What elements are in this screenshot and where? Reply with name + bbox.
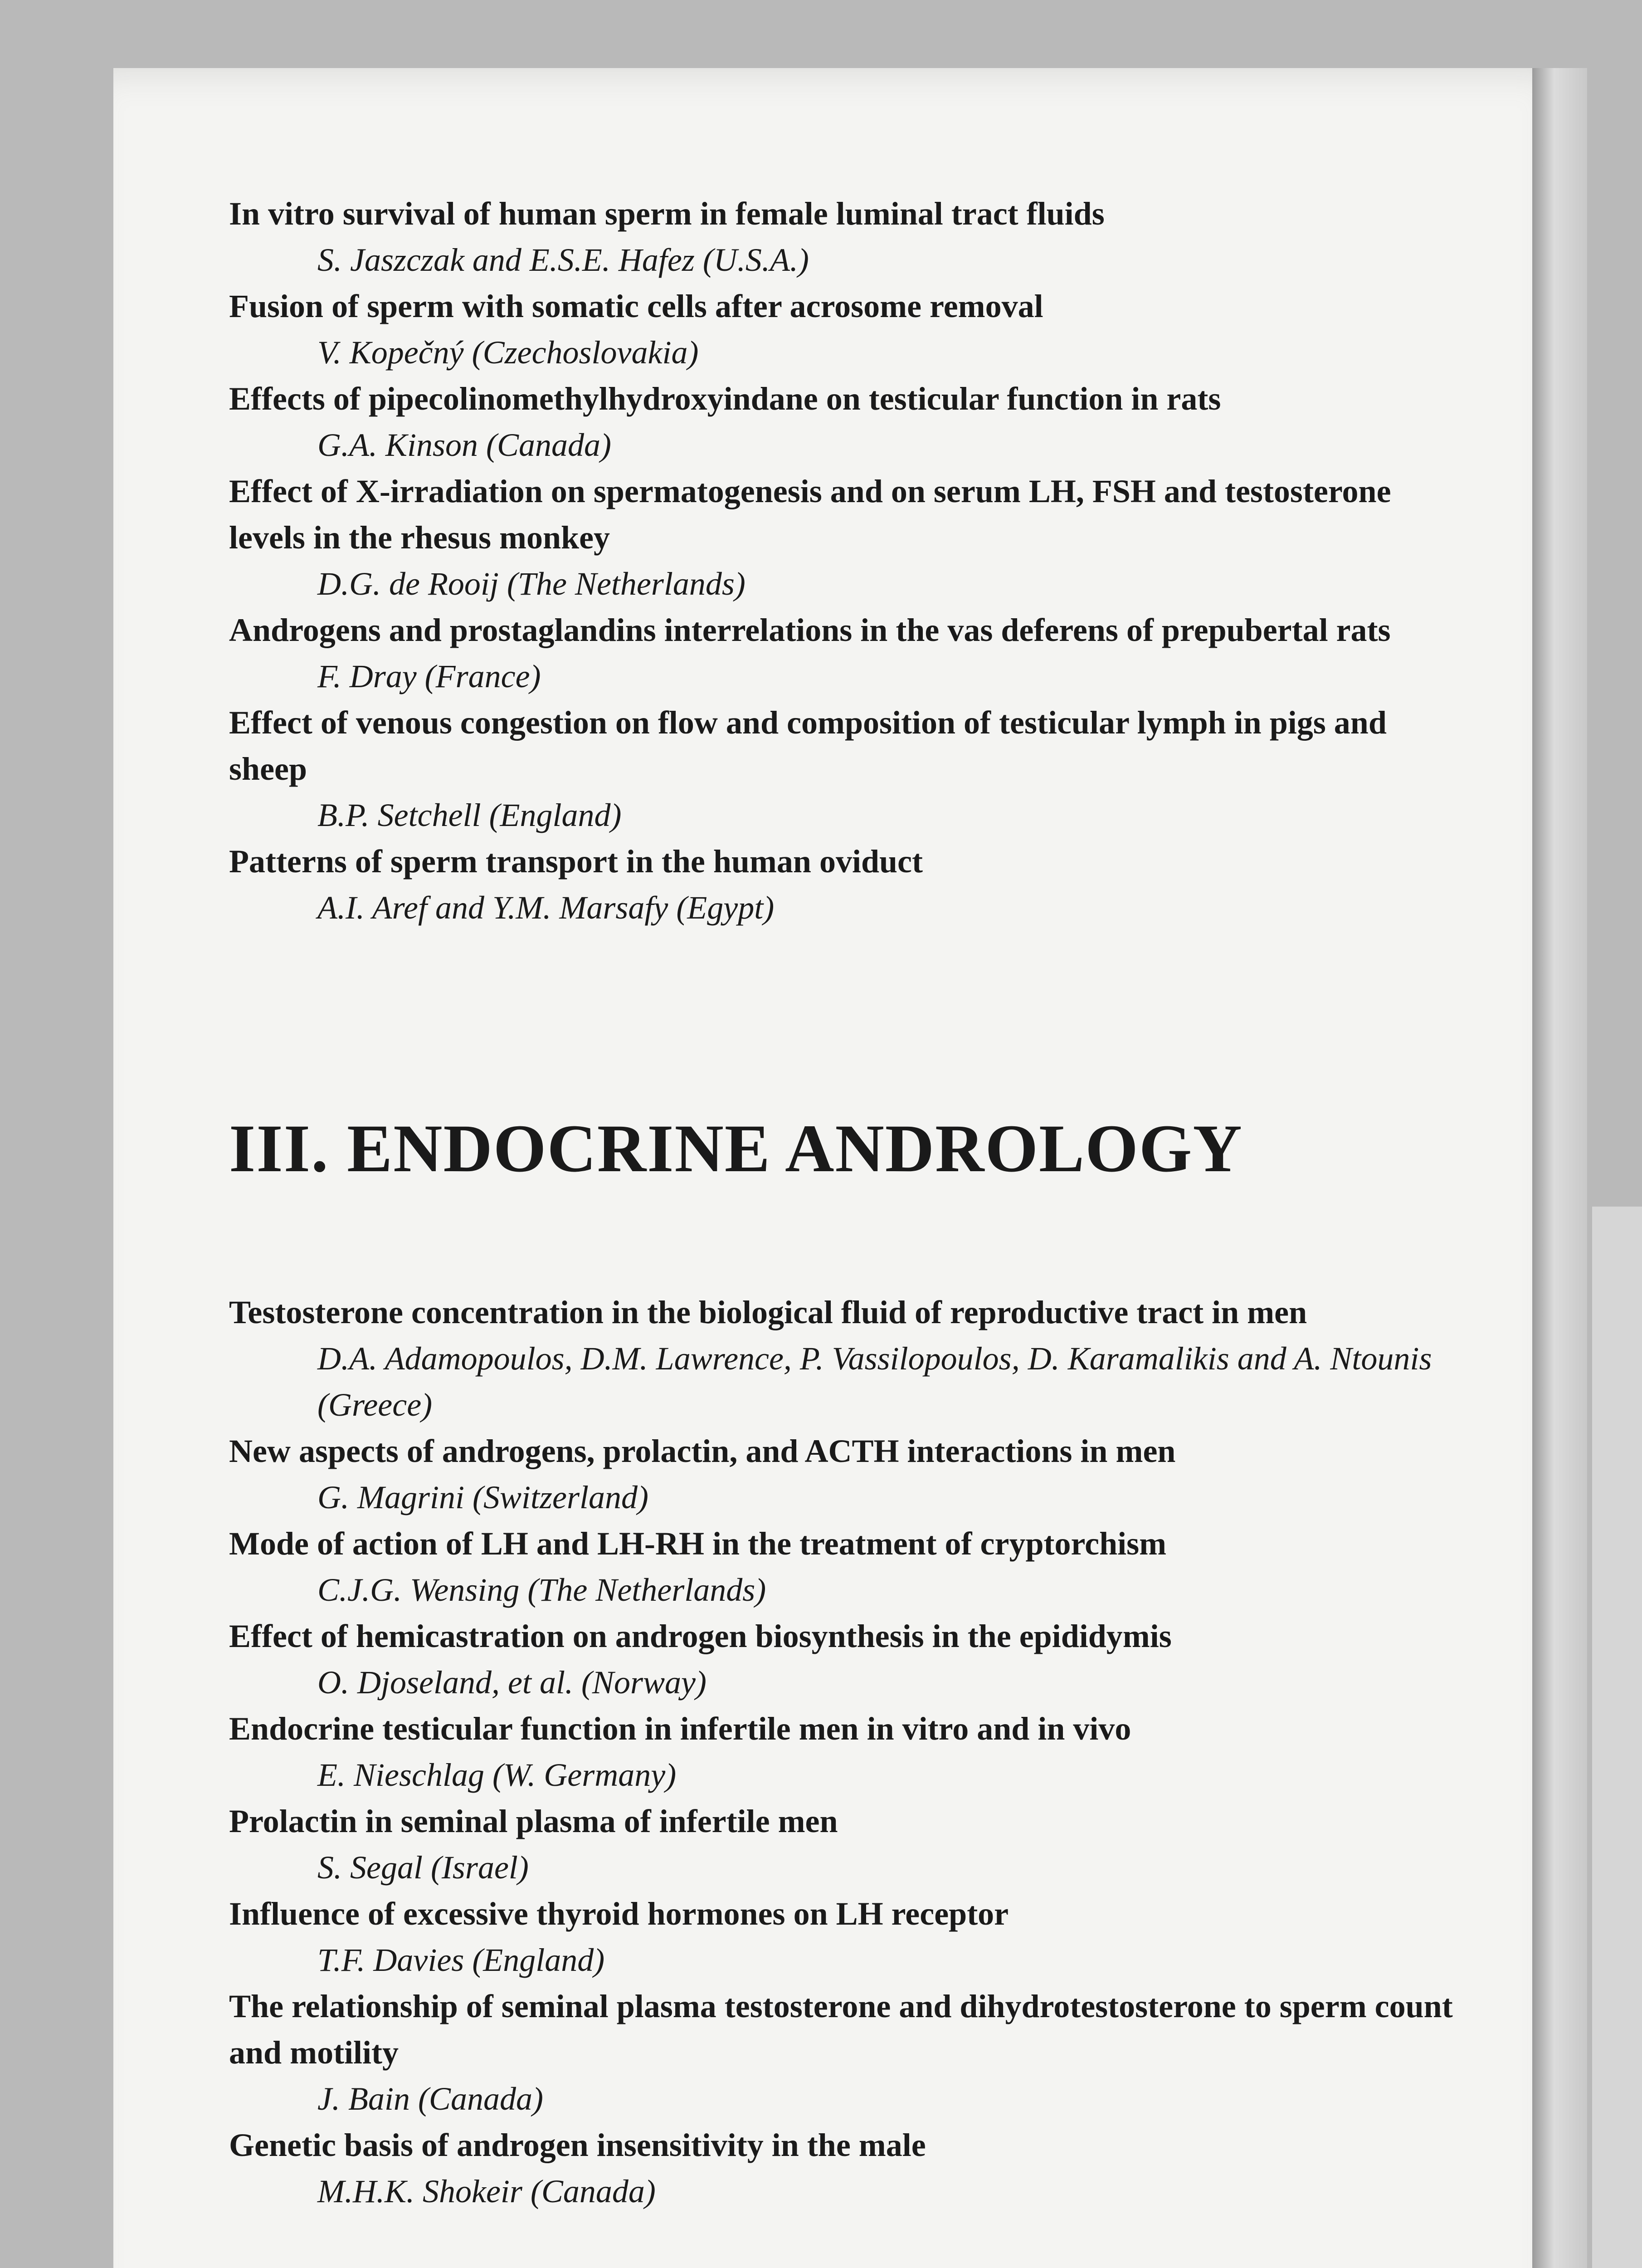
paper-title: Effect of X-irradiation on spermatogenesis and on serum LH, FSH and testosterone levels in the rhesus monkey bbox=[229, 473, 1391, 556]
list-item bbox=[229, 376, 1453, 468]
paper-authors: G. Magrini (Switzerland) bbox=[317, 1479, 648, 1515]
paper-title: Testosterone concentration in the biological fluid of reproductive tract in men bbox=[229, 1294, 1307, 1330]
paper-title: In vitro survival of human sperm in female luminal tract fluids bbox=[229, 196, 1105, 232]
background-paper-edge bbox=[1592, 1207, 1642, 2268]
paper-authors: G.A. Kinson (Canada) bbox=[317, 427, 611, 463]
paper-authors: A.I. Aref and Y.M. Marsafy (Egypt) bbox=[317, 890, 775, 926]
list-item bbox=[229, 699, 1453, 838]
paper-authors: V. Kopečný (Czechoslovakia) bbox=[317, 334, 699, 371]
list-item bbox=[229, 1706, 1453, 1798]
list-item bbox=[229, 468, 1453, 607]
list-item bbox=[229, 283, 1453, 376]
paper-authors: O. Djoseland, et al. (Norway) bbox=[317, 1664, 706, 1701]
list-item bbox=[229, 1983, 1453, 2122]
program-content bbox=[229, 191, 1453, 2214]
page-edge-shadow bbox=[1532, 68, 1587, 2268]
paper-authors: D.G. de Rooij (The Netherlands) bbox=[317, 566, 745, 602]
paper-authors: J. Bain (Canada) bbox=[317, 2081, 543, 2117]
paper-authors: D.A. Adamopoulos, D.M. Lawrence, P. Vassilopoulos, D. Karamalikis and A. Ntounis (Greece) bbox=[317, 1340, 1432, 1423]
list-item bbox=[229, 1520, 1453, 1613]
paper-title: The relationship of seminal plasma testosterone and dihydrotestosterone to sperm count and motility bbox=[229, 1988, 1453, 2071]
paper-title: Prolactin in seminal plasma of infertile men bbox=[229, 1803, 838, 1839]
list-item bbox=[229, 1428, 1453, 1520]
paper-title: Androgens and prostaglandins interrelations in the vas deferens of prepubertal rats bbox=[229, 612, 1391, 648]
paper-title: Mode of action of LH and LH-RH in the treatment of cryptorchism bbox=[229, 1525, 1167, 1562]
list-item bbox=[229, 2122, 1453, 2214]
paper-authors: F. Dray (France) bbox=[317, 658, 541, 694]
paper-authors: T.F. Davies (England) bbox=[317, 1942, 605, 1978]
paper-title: Endocrine testicular function in infertile men in vitro and in vivo bbox=[229, 1711, 1131, 1747]
paper-authors: M.H.K. Shokeir (Canada) bbox=[317, 2173, 656, 2209]
list-item bbox=[229, 1613, 1453, 1706]
paper-title: Fusion of sperm with somatic cells after acrosome removal bbox=[229, 288, 1043, 324]
paper-title: Genetic basis of androgen insensitivity in the male bbox=[229, 2127, 926, 2163]
paper-authors: E. Nieschlag (W. Germany) bbox=[317, 1757, 677, 1793]
paper-title: Influence of excessive thyroid hormones on LH receptor bbox=[229, 1896, 1009, 1932]
paper-title: Patterns of sperm transport in the human oviduct bbox=[229, 843, 923, 880]
paper-authors: B.P. Setchell (England) bbox=[317, 797, 622, 833]
section-heading: III. ENDOCRINE ANDROLOGY bbox=[229, 1111, 1243, 1186]
paper-title: Effects of pipecolinomethylhydroxyindane on testicular function in rats bbox=[229, 381, 1221, 417]
list-item bbox=[229, 838, 1453, 931]
list-item bbox=[229, 1891, 1453, 1983]
list-item bbox=[229, 1289, 1453, 1428]
list-item bbox=[229, 607, 1453, 699]
paper-authors: S. Jaszczak and E.S.E. Hafez (U.S.A.) bbox=[317, 242, 809, 278]
paper-authors: S. Segal (Israel) bbox=[317, 1849, 529, 1886]
paper-title: Effect of hemicastration on androgen biosynthesis in the epididymis bbox=[229, 1618, 1172, 1654]
list-item bbox=[229, 1798, 1453, 1891]
list-item bbox=[229, 191, 1453, 283]
paper-title: New aspects of androgens, prolactin, and ACTH interactions in men bbox=[229, 1433, 1176, 1469]
paper-authors: C.J.G. Wensing (The Netherlands) bbox=[317, 1572, 766, 1608]
paper-title: Effect of venous congestion on flow and composition of testicular lymph in pigs and sheep bbox=[229, 704, 1387, 787]
